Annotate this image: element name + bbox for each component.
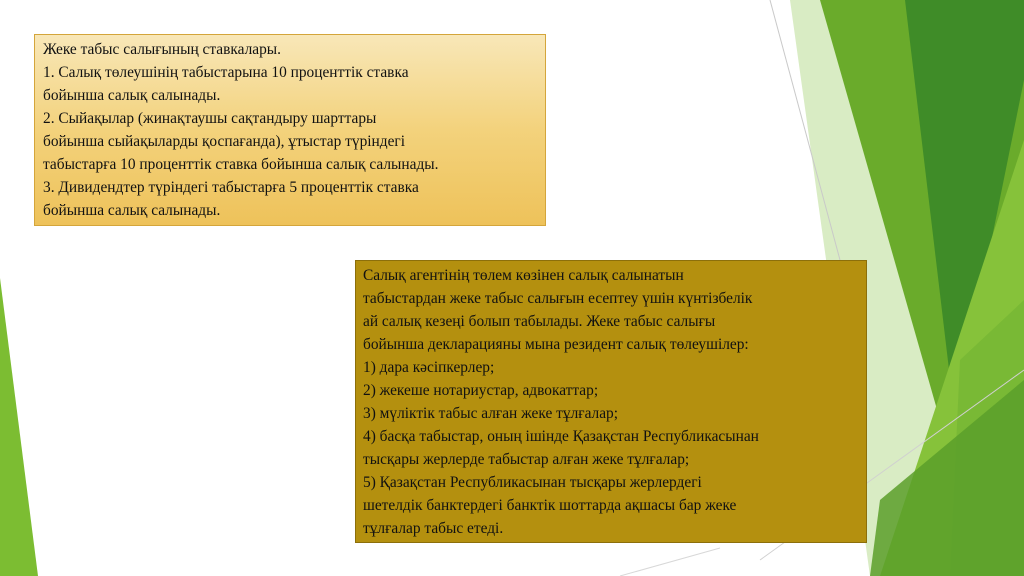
rates-line: 3. Дивидендтер түріндегі табыстарға 5 проценттік ставка xyxy=(43,179,419,196)
declaration-line: 2) жекеше нотариустар, адвокаттар; xyxy=(363,382,599,399)
left-green-triangle xyxy=(0,278,38,576)
rates-line: бойынша салық салынады. xyxy=(43,202,221,219)
rates-line: 1. Салық төлеушінің табыстарына 10 проценттік ставка xyxy=(43,64,409,81)
declaration-line: шетелдік банктердегі банктік шоттарда ақшасы бар жеке xyxy=(363,497,737,514)
declaration-line: 1) дара кәсіпкерлер; xyxy=(363,359,495,376)
rates-line: Жеке табыс салығының ставкалары. xyxy=(43,41,281,58)
declaration-text-box xyxy=(355,260,867,543)
rates-line: 2. Сыйақылар (жинақтаушы сақтандыру шарттары xyxy=(43,110,377,127)
declaration-line: тұлғалар табыс етеді. xyxy=(363,520,504,537)
rates-line: табыстарға 10 проценттік ставка бойынша салық салынады. xyxy=(43,156,439,173)
declaration-line: табыстардан жеке табыс салығын есептеу үшін күнтізбелік xyxy=(363,290,753,307)
rates-text-box xyxy=(34,34,546,226)
declaration-line: 5) Қазақстан Республикасынан тысқары жерлердегі xyxy=(363,474,702,491)
declaration-line: Салық агентінің төлем көзінен салық салынатын xyxy=(363,267,684,284)
declaration-line: 3) мүліктік табыс алған жеке тұлғалар; xyxy=(363,405,619,422)
declaration-line: бойынша декларацияны мына резидент салық төлеушілер: xyxy=(363,336,749,353)
rates-line: бойынша сыйақыларды қоспағанда), ұтыстар түріндегі xyxy=(43,133,406,150)
declaration-line: ай салық кезеңі болып табылады. Жеке табыс салығы xyxy=(363,313,716,330)
declaration-line: 4) басқа табыстар, оның ішінде Қазақстан Республикасынан xyxy=(363,428,759,445)
rates-line: бойынша салық салынады. xyxy=(43,87,221,104)
grey-line-3 xyxy=(620,548,720,576)
declaration-line: тысқары жерлерде табыстар алған жеке тұлғалар; xyxy=(363,451,690,468)
